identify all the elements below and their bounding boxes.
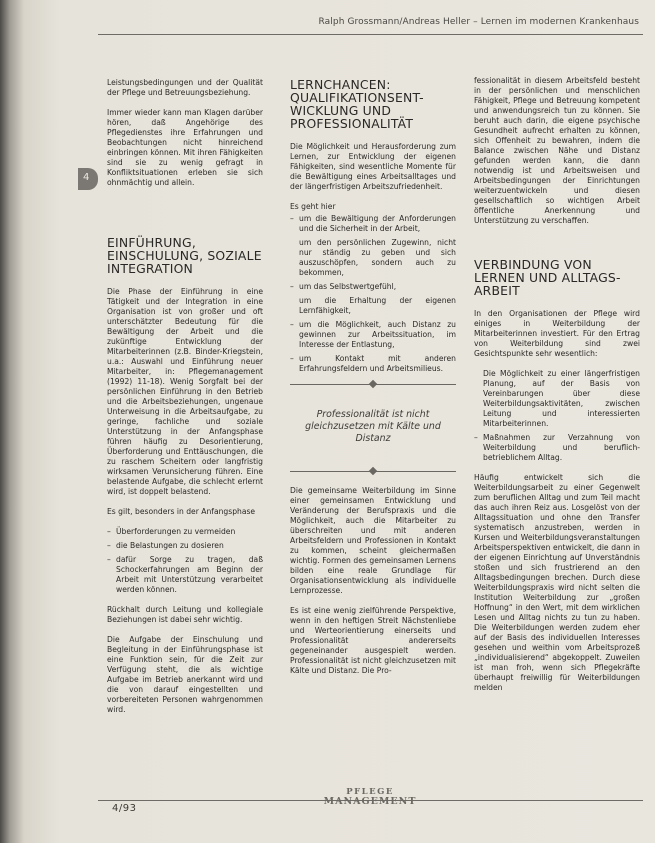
section-tab (78, 168, 98, 190)
col1-paragraph-3: Die Phase der Einführung in eine Tätigkeit und der Integration in eine Organisation ist von großer und oft unterschätzter Bedeutung für die Bewältigung der Arbeit und die zukünftige Entwicklung der Mitarbeiterinnen (z.B. Binder-Kriegstein, u.a.: Auswahl und Einführung neuer Mitarbeiter, in: Pflegemanagement (1992) 11-18). Wenig Sorgfalt bei der persönlichen Einführung in den Betrieb und die Arbeitsbeziehungen, ungenaue Unterweisung in die Arbeitsaufgabe, zu geringe, fachliche und soziale Unterstützung in der Anfangsphase führen häufig zu Desorientierung, Überforderung und Enttäuschungen, die zu raschem Scheitern oder langfristig wirksamen Verunsicherung führen. Eine belastende Aufgabe, die schlecht erlernt wird, ist doppelt belastend. (107, 287, 263, 496)
col1-paragraph-4: Es gilt, besonders in der Anfangsphase (107, 507, 256, 516)
magazine-logo (290, 788, 450, 806)
logo-line-2: MANAGEMENT (323, 796, 417, 807)
column-1 (107, 78, 263, 725)
col2-paragraph-2: Es geht hier (290, 202, 336, 211)
col3-paragraph-2: In den Organisationen der Pflege wird einiges in Weiterbildung der Mitarbeiterinnen investiert. Für den Ertrag von Weiterbildung sind zwei Gesichtspunkte sehr wesentlich: (474, 309, 640, 358)
section-tab-glyph: 4 (83, 172, 90, 183)
list-item: – die Belastungen zu dosieren (107, 541, 224, 550)
col1-paragraph-1: Leistungsbedingungen und der Qualität der Pflege und Betreuungsbeziehung. (107, 78, 263, 97)
col1-paragraph-5: Rückhalt durch Leitung und kollegiale Beziehungen ist dabei sehr wichtig. (107, 605, 263, 624)
list-item: um die Erhaltung der eigenen Lernfähigkeit, (299, 296, 456, 315)
col1-heading: EINFÜHRUNG, EINSCHULUNG, SOZIALE INTEGRATION (107, 235, 262, 276)
pullquote-rule-bottom (290, 471, 456, 472)
list-item: Die Möglichkeit zu einer längerfristigen Planung, auf der Basis von Vereinbarungen über diese Weiterbildungsaktivitäten, zwischen Leitung und interessierten Mitarbeiterinnen. (483, 369, 640, 428)
pullquote: Professionalität ist nicht gleichzusetzen mit Kälte und Distanz (305, 409, 441, 444)
col2-heading: LERNCHANCEN: QUALIFIKATIONSENT-WICKLUNG UND PROFESSIONALITÄT (290, 77, 424, 131)
col3-list (474, 369, 640, 463)
list-item: – um die Möglichkeit, auch Distanz zu gewinnen zur Arbeitssituation, im Interesse der Entlastung, (290, 320, 456, 349)
col1-list (107, 527, 263, 595)
col2-paragraph-1: Die Möglichkeit und Herausforderung zum Lernen, zur Entwicklung der eigenen Fähigkeiten, sind wesentliche Momente für die Bewältigung eines Arbeitsalltages und der längerfristigen Arbeitszufriedenheit. (290, 142, 456, 191)
list-item: um den persönlichen Zugewinn, nicht nur ständig zu geben und sich auszuschöpfen, sondern auch zu bekommen, (299, 238, 456, 277)
column-3 (474, 76, 640, 703)
col2-list (290, 214, 456, 374)
page-number: 4/93 (112, 803, 137, 814)
list-item: – um die Bewältigung der Anforderungen und die Sicherheit in der Arbeit, (290, 214, 456, 233)
column-2 (290, 78, 456, 686)
col3-paragraph-1: fessionalität in diesem Arbeitsfeld besteht in der persönlichen und menschlichen Fähigkeit, Pflege und Betreuung kompetent und anwendungsreich tun zu können. Sie beruht auch darin, die eigene psychische Gesundheit aufrecht erhalten zu können, sich Offenheit zu bewahren, indem die Balance zwischen Nähe und Distanz gefunden werden kann, die dann notwendig ist und Arbeitsweisen und Arbeitsbedingungen der Einrichtungen weiterzuentwickeln und diesen gesellschaftlich so wichtigen Arbeit öffentliche Anerkennung und Unterstützung zu verschaffen. (474, 76, 640, 225)
running-head: Ralph Grossmann/Andreas Heller – Lernen im modernen Krankenhaus (318, 17, 639, 27)
col1-paragraph-6: Die Aufgabe der Einschulung und Begleitung in der Einführungsphase ist eine Funktion sein, für die Zeit zur Verfügung steht, die als wichtige Aufgabe im Betrieb anerkannt wird und die von darauf eingestellten und vorbereiteten Personen wahrgenommen wird. (107, 635, 263, 714)
list-item: – um Kontakt mit anderen Erfahrungsfeldern und Arbeitsmilieus. (290, 354, 456, 373)
list-item: – Maßnahmen zur Verzahnung von Weiterbildung und beruflich-betrieblichem Alltag. (474, 433, 640, 462)
pullquote-rule-top (290, 384, 456, 385)
col2-paragraph-4: Es ist eine wenig zielführende Perspektive, wenn in den heftigen Streit Nächstenliebe und Werteorientierung einerseits und Professionalität andererseits gegeneinander ausgespielt werden. Professionalität ist nicht gleichzusetzen mit Kälte und Distanz. Die Pro- (290, 606, 456, 675)
header-rule (98, 34, 643, 35)
list-item: – um das Selbstwertgefühl, (290, 282, 397, 291)
col3-heading: VERBINDUNG VON LERNEN UND ALLTAGS-ARBEIT (474, 257, 621, 298)
col2-paragraph-3: Die gemeinsame Weiterbildung im Sinne einer gemeinsamen Entwicklung und Veränderung der Berufspraxis und die Möglichkeit, auch die Mitarbeiter zu überschreiten und mit anderen Arbeitsfeldern und Professionen in Kontakt zu kommen, scheint gleichermaßen wichtig. Formen des gemeinsamen Lernens bilden eine reale Grundlage für Organisationsentwicklung als individuelle Lernprozesse. (290, 486, 456, 595)
col3-paragraph-3: Häufig entwickelt sich die Weiterbildungsarbeit zu einer Gegenwelt zum beruflichen Alltag und zum Teil macht das auch ihren Reiz aus. Losgelöst von der Alltagssituation und ohne den Transfer systematisch anzustreben, werden in Kursen und Weiterbildungsveranstaltungen Arbeitsperspektiven entwickelt, die dann in der eigenen Einrichtung auf Unverständnis stoßen und sich frustrierend an den Alltagsbedingungen brechen. Durch diese Weiterbildungspraxis wird nicht selten die Institution Weiterbildung zur „großen Hoffnung“ in den Wert, mit dem wirklichen Lesen und Alltag nichts zu tun zu haben. Die Weiterbildungen werden zudem eher auf der Basis des individuellen Interesses gesehen und weithin vom Arbeitsprozeß „individualisierend“ abgekoppelt. Zuweilen ist man froh, wenn sich Pflegekräfte überhaupt freiwillig für Weiterbildungen melden (474, 473, 640, 692)
logo-line-1: PFLEGE (346, 787, 394, 797)
col1-paragraph-2: Immer wieder kann man Klagen darüber hören, daß Angehörige des Pflegedienstes ihre Erfahrungen und Beobachtungen nicht hinreichend einbringen können. Mit ihren Fähigkeiten sind sie zu wenig gefragt in Konfliktsituationen erleben sie sich ohnmächtig und allein. (107, 108, 263, 187)
list-item: – dafür Sorge zu tragen, daß Schockerfahrungen am Beginn der Arbeit mit Unterstützung verarbeitet werden können. (107, 555, 263, 594)
list-item: – Überforderungen zu vermeiden (107, 527, 236, 536)
